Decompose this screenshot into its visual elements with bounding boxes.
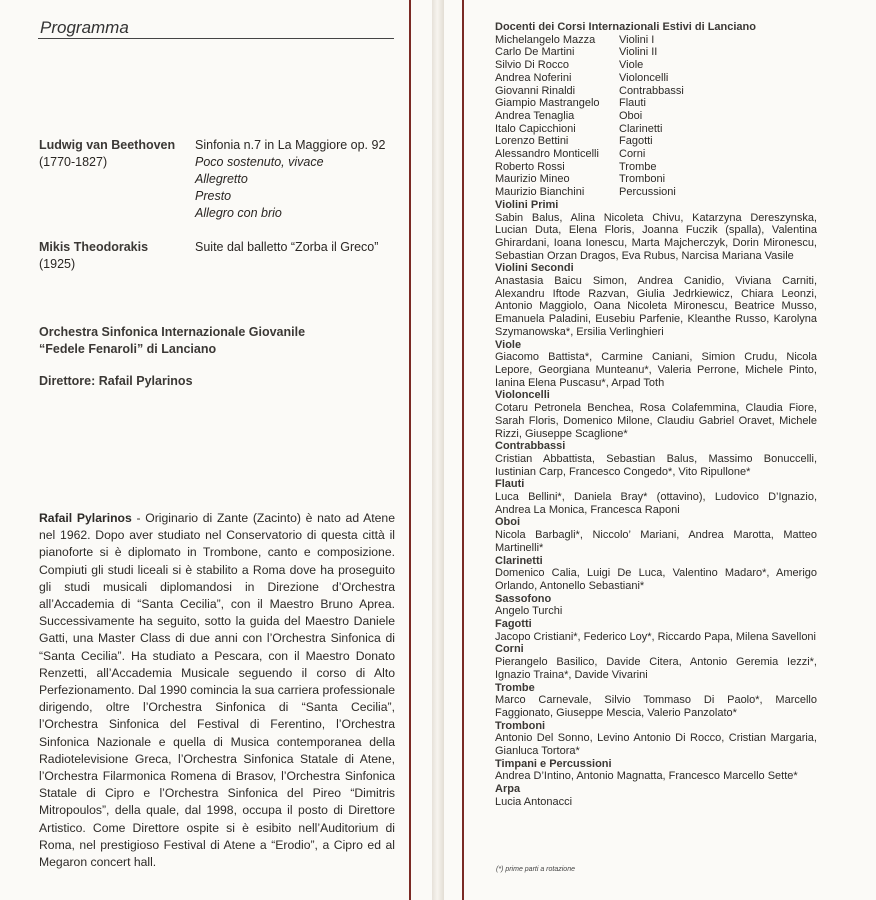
section-title: Sassofono (495, 592, 552, 605)
composer-block (39, 137, 199, 171)
teacher-instrument: Contrabbassi (619, 84, 684, 97)
page-gutter (432, 0, 444, 900)
roster-column (495, 21, 817, 809)
section-members: Andrea D’Intino, Antonio Magnatta, Francesco Marcello Sette* (495, 770, 798, 783)
section-members: Pierangelo Basilico, Davide Citera, Antonio Geremia Iezzi*, Ignazio Traina*, Davide Vivarini (495, 656, 817, 681)
section-members: Cotaru Petronela Benchea, Rosa Colafemmina, Claudia Fiore, Sarah Floris, Domenico Milone, Claudiu Gabriel Oravet, Michele Rizzi, Giuseppe Scaglione* (495, 402, 817, 440)
section-block (495, 262, 817, 338)
section-title: Corni (495, 643, 524, 656)
section-title: Contrabbassi (495, 440, 566, 453)
teacher-instrument: Flauti (619, 97, 646, 110)
orchestra-name (39, 324, 399, 358)
bio-name: Rafail Pylarinos (39, 511, 132, 525)
bio-text: - Originario di Zante (Zacinto) è nato ad Atene nel 1962. Dopo aver studiato nel Conservatorio di questa città il pianoforte si è diplomato in Trombone, canto e composizione. Compiuti gli studi liceali si è stabilito a Roma dove ha proseguito gli studi musicali diplomandosi in Direzione d’Orchestra all’Accademia di “Santa Cecilia”, con il Maestro Bruno Aprea. Successivamente ha seguito, sotto la guida del Maestro Daniele Gatti, una Master Class di due anni con l’Orchestra Sinfonica di “Santa Cecilia”. Ha studiato a Pescara, con il Maestro Donato Renzetti, all’Accademia Musicale seguendo il corso di Alto Perfezionamento. Dal 1990 comincia la sua carriera professionale dirigendo, oltre l’Orchestra Sinfonica di “Santa Cecilia”, l’Orchestra Sinfonica del Festival di Ferentino, l’Orchestra Sinfonica Nazionale e quella di Musica contemporanea della Radiotelevisione Greca, l’Orchestra Sinfonica Statale di Atene, l’Orchestra Filarmonica Romena di Brasov, l’Orchestra Sinfonica Statale di Cipro e l’Orchestra Sinfonica del Pireo “Dimitris Mitropoulos”, della quale, dal 1998, occupa il posto di Direttore Artistico. Come Direttore ospite si è esibito nell’Auditorium di Roma, nel prestigioso Festival di Atene a “Erodio”, a Cipro ed al Megaron concert hall. (39, 511, 395, 870)
section-block (495, 339, 817, 390)
section-title: Flauti (495, 478, 525, 491)
left-vertical-rule (409, 0, 411, 900)
teacher-instrument: Fagotti (619, 135, 653, 148)
section-block (495, 555, 817, 593)
section-block (495, 593, 817, 618)
teacher-name: Silvio Di Rocco (495, 59, 569, 72)
section-members: Domenico Calia, Luigi De Luca, Valentino Madaro*, Amerigo Orlando, Antonello Sebastiani* (495, 567, 817, 592)
section-block (495, 643, 817, 681)
teacher-name: Maurizio Mineo (495, 173, 570, 186)
orchestra-line: “Fedele Fenaroli” di Lanciano (39, 342, 217, 356)
section-members: Nicola Barbagli*, Niccolo’ Mariani, Andrea Marotta, Matteo Martinelli* (495, 529, 817, 554)
teacher-instrument: Oboi (619, 109, 643, 122)
section-members: Giacomo Battista*, Carmine Caniani, Simion Crudu, Nicola Lepore, Georgiana Munteanu*, Valeria Perrone, Michele Pinto, Ianina Elena Puscasu*, Arpad Toth (495, 351, 817, 389)
section-title: Timpani e Percussioni (495, 757, 612, 770)
movement: Presto (195, 189, 232, 203)
teacher-instrument: Clarinetti (619, 122, 663, 135)
teacher-name: Andrea Noferini (495, 71, 572, 84)
section-title: Oboi (495, 516, 521, 529)
teachers-list (495, 34, 817, 199)
teacher-name: Giovanni Rinaldi (495, 84, 576, 97)
section-title: Viole (495, 338, 522, 351)
teacher-name: Maurizio Bianchini (495, 186, 585, 199)
right-vertical-rule (462, 0, 464, 900)
director-line: Direttore: Rafail Pylarinos (39, 374, 193, 388)
composer-name: Ludwig van Beethoven (39, 138, 176, 152)
section-title: Violoncelli (495, 389, 550, 402)
teacher-name: Carlo De Martini (495, 46, 575, 59)
section-members: Luca Bellini*, Daniela Bray* (ottavino), Ludovico D’Ignazio, Andrea La Monica, Francesca Raponi (495, 491, 817, 516)
composer-name: Mikis Theodorakis (39, 240, 149, 254)
section-block (495, 783, 817, 808)
section-block (495, 720, 817, 758)
section-members: Sabin Balus, Alina Nicoleta Chivu, Katarzyna Dereszynska, Lucian Duta, Elena Floris, Joanna Fuczik (spalla), Valentina Ghirardani, Ioana Ionescu, Marta Majcherczyk, Dorin Mironescu, Sebastian Orzan Dragos, Eva Rubus, Narcisa Mariana Vasile (495, 211, 817, 262)
sections-list (495, 199, 817, 809)
composer-block (39, 239, 199, 273)
section-members: Marco Carnevale, Silvio Tommaso Di Paolo*, Marcello Faggionato, Giuseppe Mescia, Valerio Panzolato* (495, 694, 817, 719)
piece-block (195, 239, 405, 256)
teacher-instrument: Violoncelli (619, 71, 669, 84)
section-block (495, 440, 817, 478)
teacher-instrument: Percussioni (619, 186, 676, 199)
teacher-instrument: Viole (619, 59, 644, 72)
movement: Allegro con brio (195, 206, 282, 220)
biography (39, 510, 395, 871)
section-members: Angelo Turchi (495, 605, 563, 618)
section-title: Fagotti (495, 618, 532, 631)
movement: Poco sostenuto, vivace (195, 155, 324, 169)
program-title: Programma (40, 18, 129, 37)
section-title: Arpa (495, 783, 521, 796)
movement: Allegretto (195, 172, 248, 186)
teacher-name: Michelangelo Mazza (495, 33, 596, 46)
title-underline (38, 38, 394, 39)
teacher-name: Italo Capicchioni (495, 122, 576, 135)
teachers-title: Docenti dei Corsi Internazionali Estivi di Lanciano (495, 21, 756, 33)
teacher-instrument: Violini II (619, 46, 658, 59)
section-block (495, 618, 817, 643)
teacher-instrument: Tromboni (619, 173, 666, 186)
section-title: Clarinetti (495, 554, 543, 567)
piece-title: Suite dal balletto “Zorba il Greco” (195, 240, 379, 254)
section-members: Lucia Antonacci (495, 795, 573, 808)
teacher-instrument: Corni (619, 148, 646, 161)
piece-block (195, 137, 405, 222)
section-title: Tromboni (495, 719, 546, 732)
section-members: Antonio Del Sonno, Levino Antonio Di Rocco, Cristian Margaria, Gianluca Tortora* (495, 732, 817, 758)
section-block (495, 199, 817, 263)
teacher-name: Roberto Rossi (495, 160, 565, 173)
section-block (495, 682, 817, 720)
section-members: Jacopo Cristiani*, Federico Loy*, Riccardo Papa, Milena Savelloni (495, 630, 816, 643)
teacher-name: Alessandro Monticelli (495, 148, 599, 161)
composer-dates: (1925) (39, 257, 76, 271)
section-title: Violini Primi (495, 198, 559, 211)
teacher-name: Giampio Mastrangelo (495, 97, 600, 110)
teacher-instrument: Violini I (619, 33, 655, 46)
section-block (495, 516, 817, 554)
teacher-name: Lorenzo Bettini (495, 135, 569, 148)
section-block (495, 478, 817, 516)
orchestra-line: Orchestra Sinfonica Internazionale Giovanile (39, 325, 306, 339)
section-title: Violini Secondi (495, 262, 574, 275)
section-block (495, 389, 817, 440)
teacher-instrument: Trombe (619, 160, 657, 173)
section-title: Trombe (495, 681, 535, 694)
teacher-name: Andrea Tenaglia (495, 109, 575, 122)
section-members: Anastasia Baicu Simon, Andrea Canidio, Viviana Carniti, Alexandru Iftode Razvan, Giulia Jedrkiewicz, Chiara Leonzi, Antonio Maggiolo, Oana Nicoleta Mironescu, Beatrice Musso, Emanuela Paladini, Eusebiu Parfenie, Kleanthe Russo, Karolyna Szymanowska*, Ersilia Verlinghieri (495, 275, 817, 338)
composer-dates: (1770-1827) (39, 155, 108, 169)
piece-title: Sinfonia n.7 in La Maggiore op. 92 (195, 138, 386, 152)
footnote: (*) prime parti a rotazione (496, 866, 575, 873)
section-block (495, 758, 817, 783)
section-members: Cristian Abbattista, Sebastian Balus, Massimo Bonuccelli, Iustinian Carp, Francesco Congedo*, Vito Ripullone* (495, 452, 817, 478)
